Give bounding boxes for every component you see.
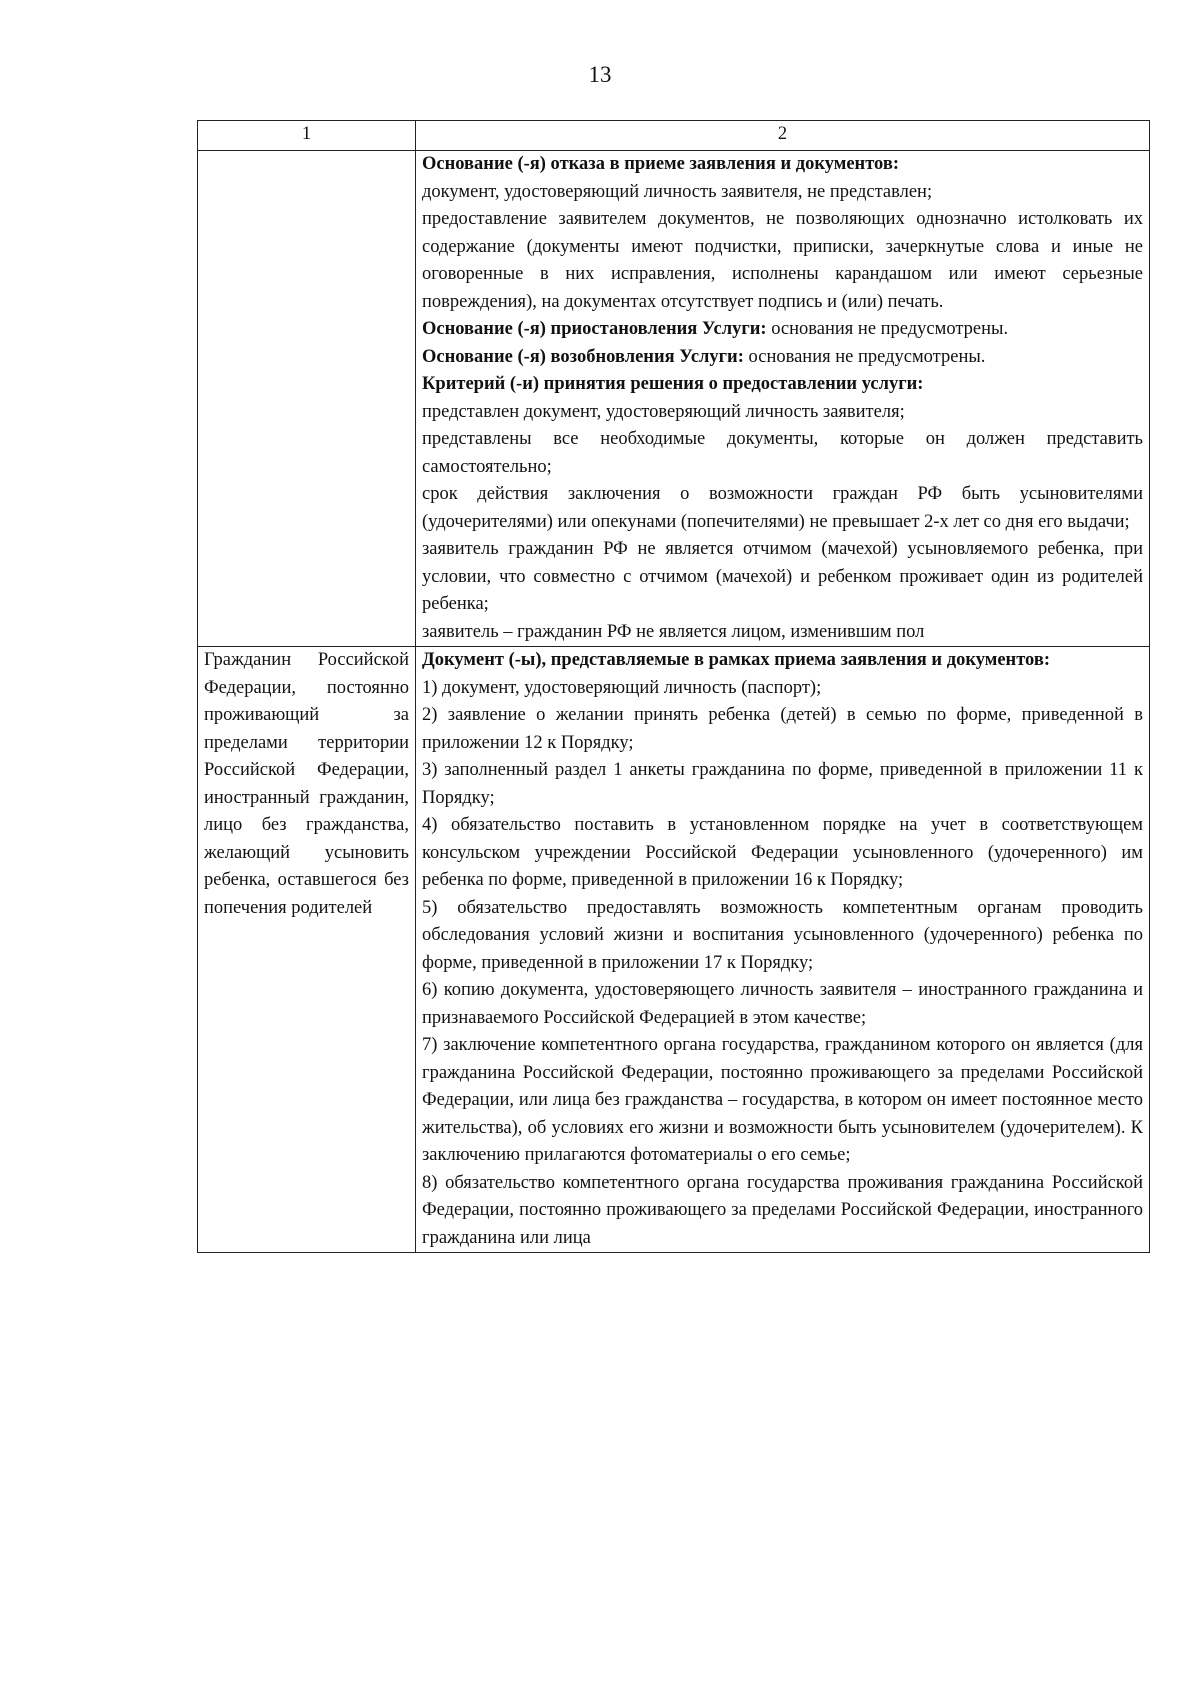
paragraph-text: представлены все необходимые документы, которые он должен представить самостоятельно; (422, 429, 1143, 477)
paragraph-text: 7) заключение компетентного органа государства, гражданином которого он является (для гражданина Российской Федерации, постоянно проживающего за пределами Российской Федерации, или лица без гражданства – государства, в котором он имеет постоянное место жительства), об условиях его жизни и возможности быть усыновителем (удочерителем). К заключению прилагаются фотоматериалы о его семье; (422, 1035, 1143, 1165)
header-cell-2: 2 (416, 121, 1150, 151)
page-number: 13 (588, 62, 612, 87)
paragraph (422, 977, 1143, 1032)
row2-col1: Гражданин Российской Федерации, постоянно проживающий за пределами территории Российской Федерации, иностранный гражданин, лицо без гражданства, желающий усыновить ребенка, оставшегося без попечения родителей (198, 647, 416, 1253)
paragraph (422, 206, 1143, 316)
paragraph-heading: Основание (-я) приостановления Услуги: (422, 319, 767, 339)
paragraph-text: 2) заявление о желании принять ребенка (детей) в семью по форме, приведенной в приложении 12 к Порядку; (422, 705, 1143, 753)
paragraph-text: представлен документ, удостоверяющий личность заявителя; (422, 401, 905, 422)
paragraph-text: заявитель гражданин РФ не является отчимом (мачехой) усыновляемого ребенка, при условии, что совместно с отчимом (мачехой) и ребенком проживает один из родителей ребенка; (422, 539, 1143, 614)
paragraph (422, 647, 1143, 675)
paragraph-text: 4) обязательство поставить в установленном порядке на учет в соответствующем консульском учреждении Российской Федерации усыновленного (удочеренного) им ребенка по форме, приведенной в приложении 16 к Порядку; (422, 815, 1143, 890)
paragraph-heading: Документ (-ы), представляемые в рамках приема заявления и документов: (422, 650, 1050, 670)
paragraph (422, 1032, 1143, 1170)
paragraph-text: предоставление заявителем документов, не позволяющих однозначно истолковать их содержание (документы имеют подчистки, приписки, зачеркнутые слова и иные не оговоренные в них исправления, исполнены карандашом или имеют серьезные повреждения), на документах отсутствует подпись и (или) печать. (422, 209, 1143, 312)
paragraph-text: 1) документ, удостоверяющий личность (паспорт); (422, 677, 822, 698)
paragraph (422, 757, 1143, 812)
paragraph (422, 619, 1143, 647)
paragraph (422, 1170, 1143, 1253)
paragraph (422, 895, 1143, 978)
table-header-row (198, 121, 1150, 151)
paragraph (422, 536, 1143, 619)
paragraph (422, 702, 1143, 757)
paragraph (422, 151, 1143, 179)
row1-col2 (416, 151, 1150, 647)
paragraph (422, 481, 1143, 536)
paragraph (422, 812, 1143, 895)
paragraph (422, 344, 1143, 372)
paragraph-text: 5) обязательство предоставлять возможность компетентным органам проводить обследования условий жизни и воспитания усыновленного (удочеренного) ребенка по форме, приведенной в приложении 17 к Порядку; (422, 897, 1143, 973)
paragraph-text: основания не предусмотрены. (766, 319, 1009, 339)
paragraph (422, 675, 1143, 703)
paragraph-heading: Критерий (-и) принятия решения о предоставлении услуги: (422, 374, 924, 394)
paragraph (422, 399, 1143, 427)
paragraph (422, 371, 1143, 399)
table-row (198, 647, 1150, 1253)
row2-col2 (416, 647, 1150, 1253)
paragraph-text: основания не предусмотрены. (743, 346, 986, 367)
paragraph (422, 316, 1143, 344)
table-row (198, 151, 1150, 647)
paragraph-text: документ, удостоверяющий личность заявителя, не представлен; (422, 181, 933, 202)
header-cell-1: 1 (198, 121, 416, 151)
paragraph-text: 8) обязательство компетентного органа государства проживания гражданина Российской Федерации, постоянно проживающего за пределами Российской Федерации, иностранного гражданина или лица (422, 1172, 1143, 1248)
paragraph-text: 3) заполненный раздел 1 анкеты гражданина по форме, приведенной в приложении 11 к Порядку; (422, 760, 1143, 808)
paragraph-heading: Основание (-я) отказа в приеме заявления и документов: (422, 154, 899, 174)
row1-col1 (198, 151, 416, 647)
paragraph (422, 179, 1143, 207)
paragraph (422, 426, 1143, 481)
paragraph-text: срок действия заключения о возможности граждан РФ быть усыновителями (удочерителями) или опекунами (попечителями) не превышает 2-х лет со дня его выдачи; (422, 484, 1143, 532)
paragraph-text: заявитель – гражданин РФ не является лицом, изменившим пол (422, 621, 925, 642)
paragraph-heading: Основание (-я) возобновления Услуги: (422, 346, 744, 367)
services-table (197, 120, 1150, 1253)
paragraph-text: 6) копию документа, удостоверяющего личность заявителя – иностранного гражданина и признаваемого Российской Федерацией в этом качестве; (422, 980, 1143, 1028)
